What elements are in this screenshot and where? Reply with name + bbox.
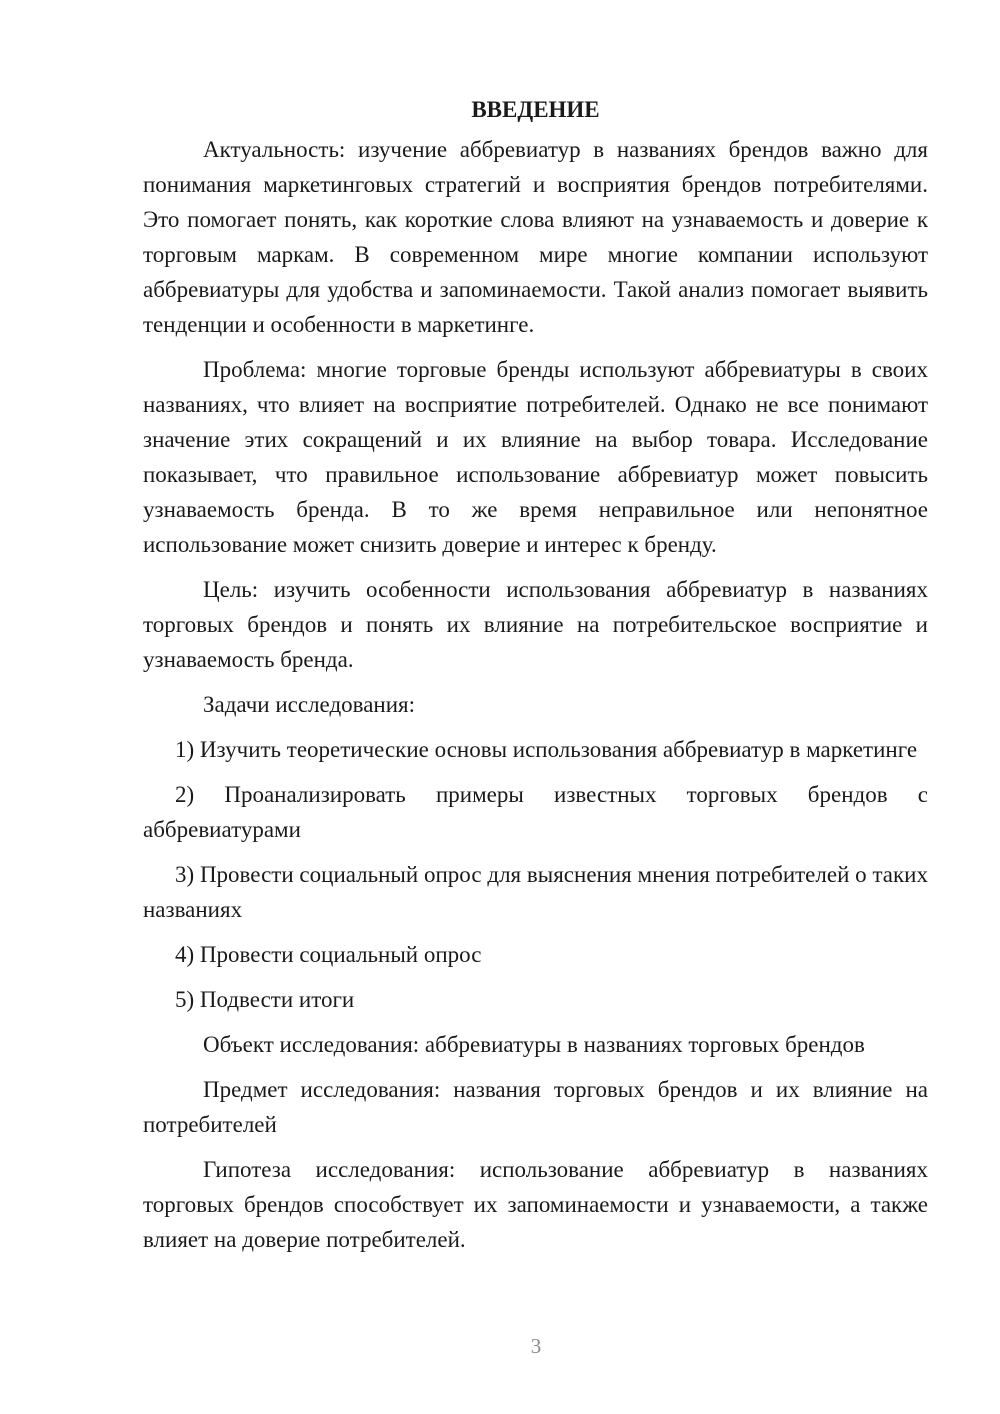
tasks-heading: Задачи исследования: [203,692,416,717]
task-item-4: 4) Провести социальный опрос [175,942,482,967]
task-item-3: 3) Провести социальный опрос для выяснения мнения потребителей о таких названиях [143,862,928,922]
title-container [143,92,928,127]
task-item-1: 1) Изучить теоретические основы использования аббревиатур в маркетинге [175,737,918,762]
document-page [143,92,928,1267]
paragraph-goal: Цель: изучить особенности использования аббревиатур в названиях торговых брендов и понять их влияние на потребительское восприятие и узнаваемость бренда. [143,577,928,672]
paragraph-relevance: Актуальность: изучение аббревиатур в названиях брендов важно для понимания маркетинговых стратегий и восприятия брендов потребителями. Это помогает понять, как короткие слова влияют на узнаваемость и доверие к торговым маркам. В современном мире многие компании используют аббревиатуры для удобства и запоминаемости. Такой анализ помогает выявить тенденции и особенности в маркетинге. [143,137,928,337]
paragraph-hypothesis: Гипотеза исследования: использование аббревиатур в названиях торговых брендов способствует их запоминаемости и узнаваемости, а также влияет на доверие потребителей. [143,1157,928,1252]
page-number: 3 [530,1334,542,1358]
task-item-2: 2) Проанализировать примеры известных торговых брендов с аббревиатурами [143,782,928,842]
document-title: ВВЕДЕНИЕ [471,97,600,122]
paragraph-subject: Предмет исследования: названия торговых брендов и их влияние на потребителей [143,1077,928,1137]
paragraph-object: Объект исследования: аббревиатуры в названиях торговых брендов [203,1032,865,1057]
paragraph-problem: Проблема: многие торговые бренды используют аббревиатуры в своих названиях, что влияет на восприятие потребителей. Однако не все понимают значение этих сокращений и их влияние на выбор товара. Исследование показывает, что правильное использование аббревиатур может повысить узнаваемость бренда. В то же время неправильное или непонятное использование может снизить доверие и интерес к бренду. [143,357,928,557]
task-item-5: 5) Подвести итоги [175,987,355,1012]
